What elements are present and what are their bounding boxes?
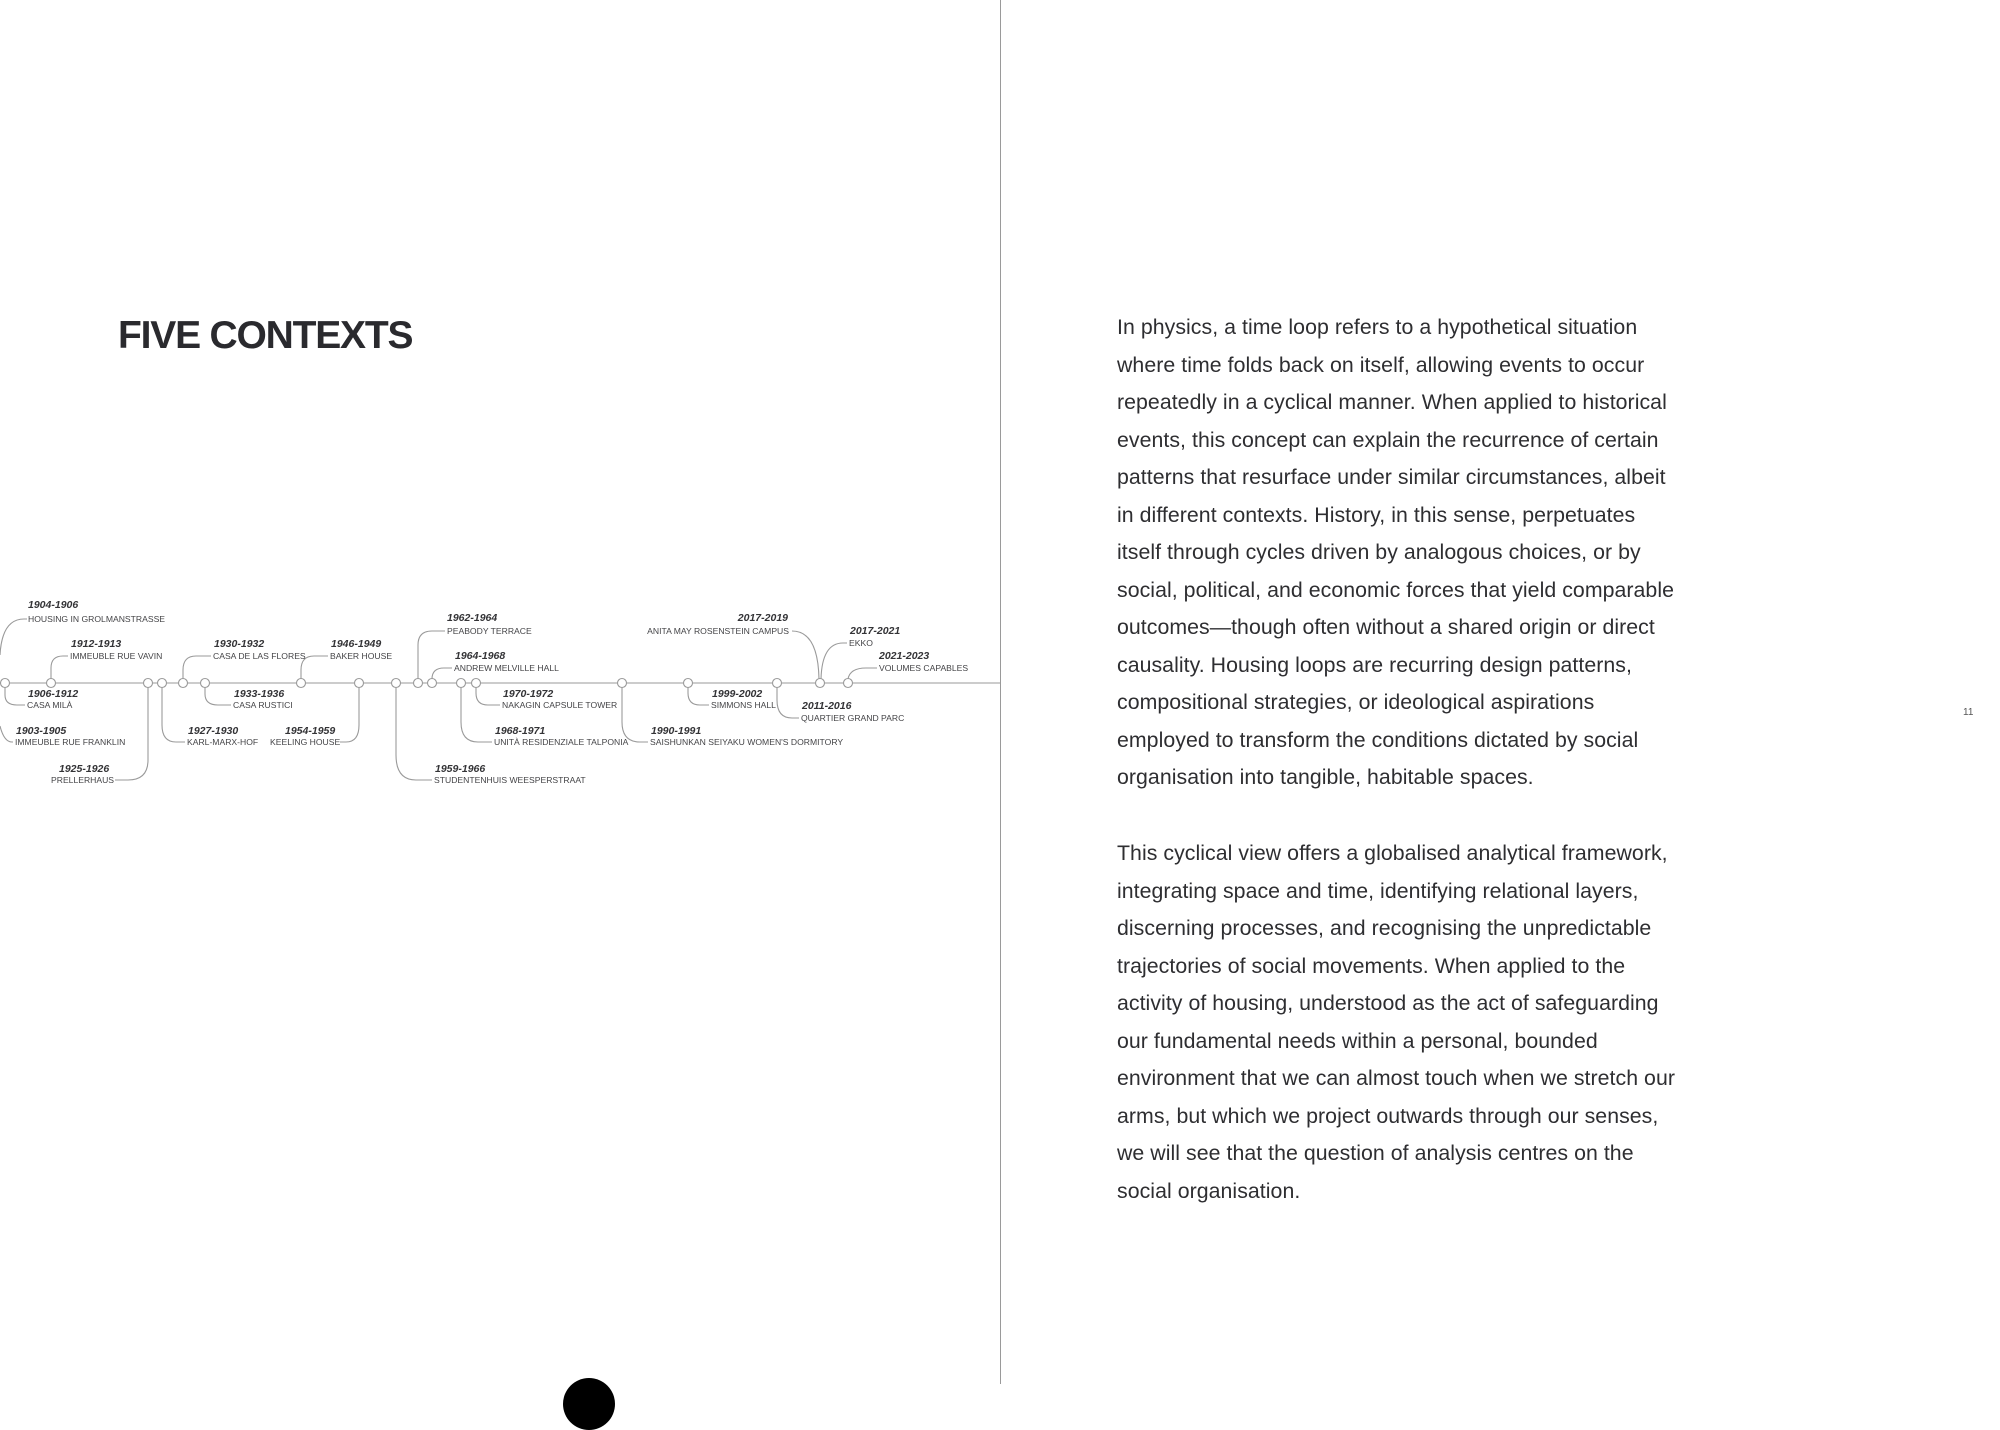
timeline-node [472, 679, 481, 688]
timeline-node [355, 679, 364, 688]
connector-franklin [0, 726, 13, 742]
event-name: PRELLERHAUS [51, 775, 115, 785]
event-years: 1962-1964 [447, 612, 498, 624]
housing-timeline [0, 580, 1000, 800]
event-years: 1990-1991 [651, 725, 702, 737]
timeline-node [144, 679, 153, 688]
event-years: 1959-1966 [435, 763, 486, 775]
event-years: 1904-1906 [28, 599, 79, 611]
event-name: HOUSING IN GROLMANSTRASSE [28, 614, 166, 624]
text-line: itself through cycles driven by analogous choices, or by [1117, 540, 1641, 564]
text-line: This cyclical view offers a globalised analytical framework, [1117, 841, 1668, 865]
text-line: environment that we can almost touch when we stretch our [1117, 1066, 1675, 1090]
event-name: CASA MILÀ [27, 700, 73, 710]
event-name: IMMEUBLE RUE VAVIN [70, 651, 163, 661]
text-line: outcomes—though often without a shared origin or direct [1117, 615, 1655, 639]
connector-rosenstein [792, 631, 819, 679]
timeline-node [618, 679, 627, 688]
text-line: social, political, and economic forces that yield comparable [1117, 577, 1674, 602]
connector-quartier-grand-parc [777, 687, 799, 718]
event-years: 2021-2023 [879, 650, 930, 662]
text-line: discerning processes, and recognising the unpredictable [1117, 916, 1652, 940]
event-name: ANDREW MELVILLE HALL [454, 663, 559, 673]
black-circle-mark [563, 1378, 615, 1430]
event-name: UNITÀ RESIDENZIALE TALPONIA [494, 737, 629, 747]
event-years: 2011-2016 [802, 700, 852, 712]
connector-weesperstraat [396, 687, 432, 780]
text-line: we will see that the question of analysis centres on the [1117, 1141, 1634, 1165]
text-line: organisation into tangible, habitable spaces. [1117, 765, 1534, 789]
event-name: SAISHUNKAN SEIYAKU WOMEN'S DORMITORY [650, 737, 844, 747]
page-title: FIVE CONTEXTS [118, 314, 413, 357]
text-line: In physics, a time loop refers to a hypothetical situation [1117, 315, 1638, 339]
event-name: NAKAGIN CAPSULE TOWER [502, 700, 618, 710]
event-years: 1906-1912 [28, 688, 79, 700]
event-name: KARL-MARX-HOF [187, 737, 259, 747]
event-years: 1946-1949 [331, 638, 382, 650]
connector-volumes-capables [848, 668, 877, 679]
timeline-node [773, 679, 782, 688]
event-years: 1912-1913 [71, 638, 122, 650]
text-line: arms, but which we project outwards through our senses, [1117, 1103, 1659, 1128]
event-name: QUARTIER GRAND PARC [801, 713, 905, 723]
connector-casa-de-las-flores [183, 656, 211, 679]
text-line: patterns that resurface under similar circumstances, albeit [1117, 465, 1666, 489]
connector-andrew-melville [432, 668, 452, 679]
timeline-node [428, 679, 437, 688]
event-name: STUDENTENHUIS WEESPERSTRAAT [434, 775, 586, 785]
text-line: events, this concept can explain the recurrence of certain [1117, 427, 1659, 452]
event-name: CASA DE LAS FLORES [213, 651, 306, 661]
event-years: 2017-2019 [737, 612, 788, 624]
event-name: SIMMONS HALL [711, 700, 776, 710]
connector-nakagin [476, 687, 500, 705]
event-years: 1927-1930 [188, 725, 239, 737]
timeline-node [1, 679, 10, 688]
event-name: VOLUMES CAPABLES [879, 663, 969, 673]
connector-casa-rustici [205, 687, 231, 705]
page-number: 11 [1963, 707, 1974, 718]
timeline-node [414, 679, 423, 688]
timeline-node [179, 679, 188, 688]
text-line: employed to transform the conditions dictated by social [1117, 727, 1639, 752]
timeline-node [47, 679, 56, 688]
connector-saishunkan [622, 687, 648, 742]
timeline-node [684, 679, 693, 688]
text-line: in different contexts. History, in this sense, perpetuates [1117, 502, 1636, 527]
connector-vavin [51, 656, 68, 679]
text-line: trajectories of social movements. When applied to the [1117, 953, 1626, 978]
event-years: 1954-1959 [285, 725, 336, 737]
event-name: EKKO [849, 638, 873, 648]
connector-casa-mila [5, 687, 25, 705]
page-gutter-divider [1000, 0, 1001, 1384]
event-years: 1970-1972 [503, 688, 554, 700]
second-paragraph [1117, 835, 1757, 1210]
text-line: our fundamental needs within a personal, bounded [1117, 1028, 1598, 1053]
timeline-node [457, 679, 466, 688]
timeline-node [297, 679, 306, 688]
event-name: BAKER HOUSE [330, 651, 393, 661]
event-name: KEELING HOUSE [270, 737, 341, 747]
event-name: ANITA MAY ROSENSTEIN CAMPUS [647, 626, 789, 636]
text-line: causality. Housing loops are recurring design patterns, [1117, 652, 1632, 677]
text-line: integrating space and time, identifying relational layers, [1117, 878, 1639, 903]
timeline-node [816, 679, 825, 688]
timeline-node [158, 679, 167, 688]
connector-peabody-terrace [418, 631, 445, 679]
text-line: activity of housing, understood as the act of safeguarding [1117, 991, 1659, 1015]
connector-karl-marx-hof [162, 687, 185, 742]
connector-ekko [821, 643, 847, 679]
event-years: 1999-2002 [712, 688, 763, 700]
intro-paragraph [1117, 309, 1757, 797]
timeline-node [392, 679, 401, 688]
event-years: 2017-2021 [850, 625, 901, 637]
event-years: 1964-1968 [455, 650, 506, 662]
timeline-node [201, 679, 210, 688]
timeline-node [844, 679, 853, 688]
text-line: compositional strategies, or ideological aspirations [1117, 690, 1595, 714]
connector-grolmanstrasse [0, 619, 27, 655]
event-years: 1903-1905 [16, 725, 67, 737]
connector-keeling-house [340, 687, 359, 742]
event-name: IMMEUBLE RUE FRANKLIN [15, 737, 126, 747]
event-name: PEABODY TERRACE [447, 626, 532, 636]
text-line: social organisation. [1117, 1178, 1301, 1203]
event-years: 1930-1932 [214, 638, 265, 650]
event-years: 1933-1936 [234, 688, 285, 700]
connector-prellerhaus [115, 687, 148, 780]
event-name: CASA RUSTICI [233, 700, 293, 710]
text-line: where time folds back on itself, allowing events to occur [1117, 352, 1645, 377]
connector-simmons-hall [688, 687, 709, 705]
event-years: 1925-1926 [59, 763, 110, 775]
text-line: repeatedly in a cyclical manner. When applied to historical [1117, 390, 1667, 414]
event-years: 1968-1971 [495, 725, 546, 737]
